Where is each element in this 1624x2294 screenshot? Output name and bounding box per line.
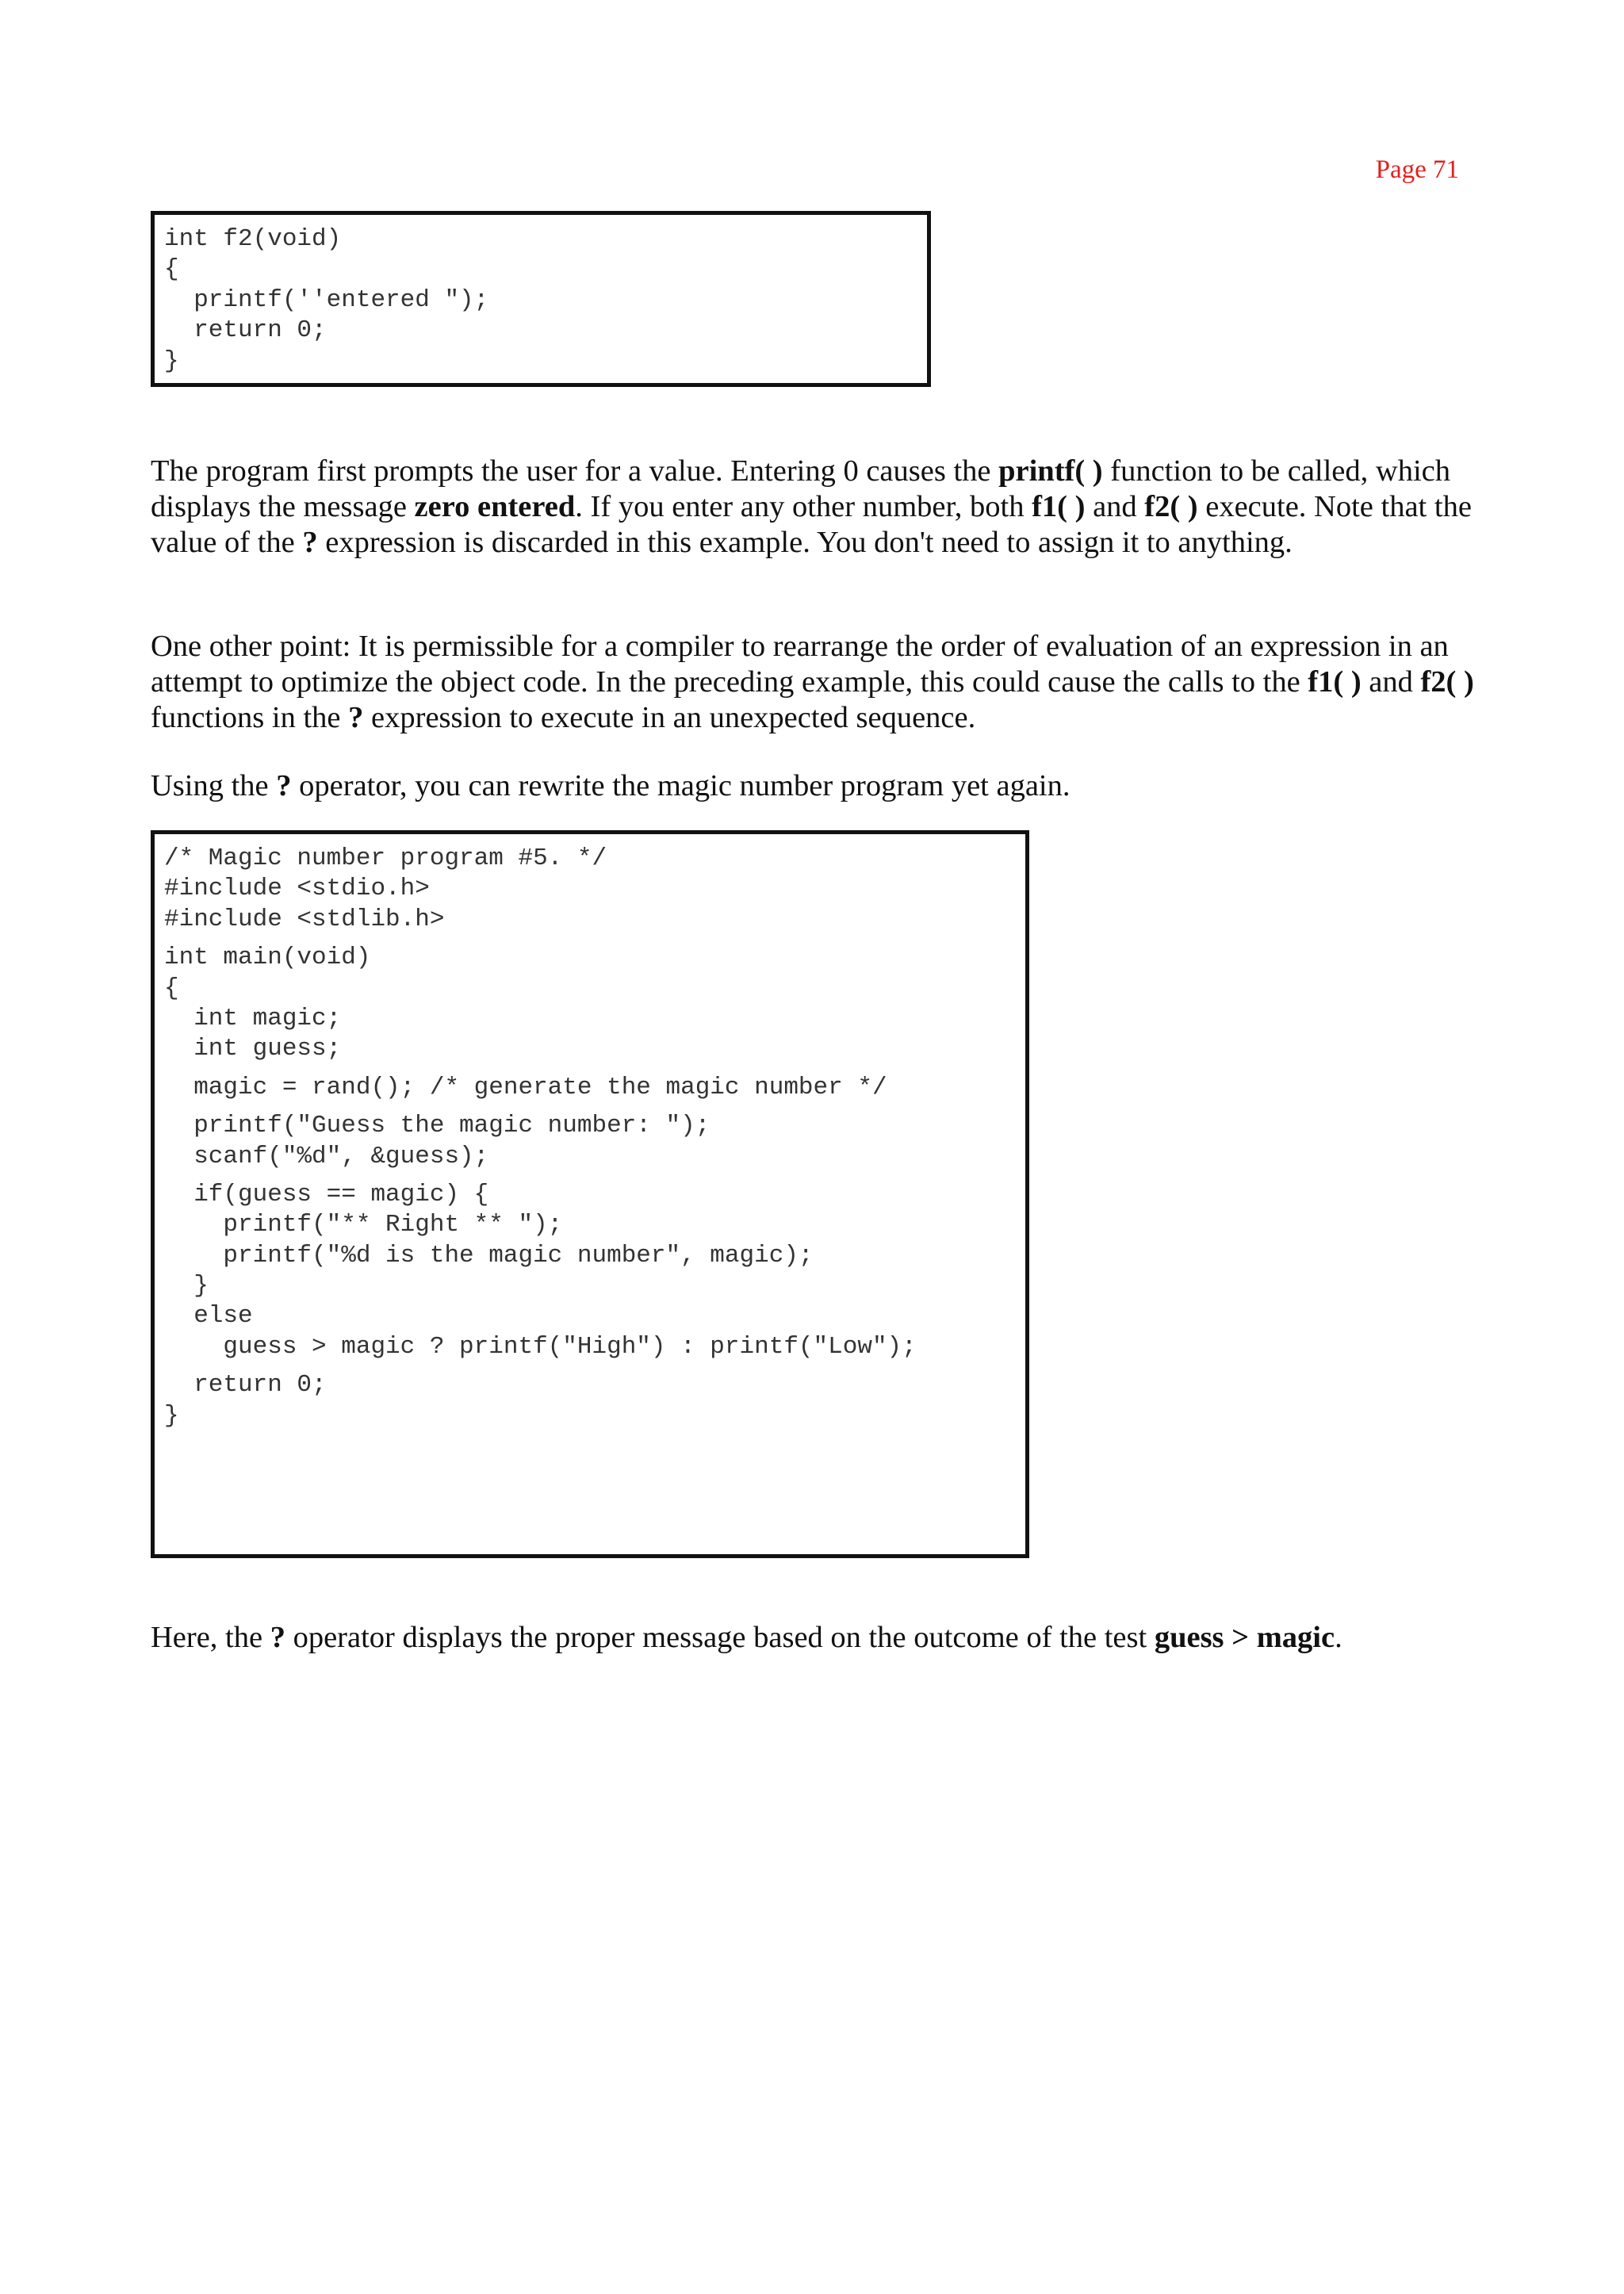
- code-line: printf("Guess the magic number: ");: [164, 1112, 710, 1140]
- paragraph-rewrite-intro: [151, 768, 1483, 804]
- code-line: [164, 1065, 1016, 1073]
- text: operator displays the proper message based on the outcome of the test: [285, 1621, 1155, 1654]
- code-block-f2: [151, 211, 931, 387]
- bold-term: printf( ): [998, 454, 1103, 488]
- code-line: guess > magic ? printf("High") : printf("Low");: [164, 1332, 917, 1361]
- code-line: {: [164, 974, 179, 1002]
- text: execute. Note that the value of the: [151, 490, 1472, 559]
- text: expression is discarded in this example. You don't need to assign it to anything.: [317, 526, 1293, 559]
- text: . If you enter any other number, both: [575, 490, 1032, 523]
- code-line: return 0;: [164, 316, 327, 345]
- code-line: int f2(void): [164, 225, 342, 253]
- code-line: magic = rand(); /* generate the magic number */: [164, 1073, 887, 1101]
- text: operator, you can rewrite the magic number program yet again.: [291, 769, 1071, 802]
- text: Using the: [151, 769, 277, 802]
- code-line: }: [164, 347, 179, 375]
- code-line: else: [164, 1302, 253, 1331]
- text: The program first prompts the user for a value. Entering 0 causes the: [151, 454, 999, 488]
- code-line: printf("%d is the magic number", magic);: [164, 1241, 814, 1270]
- code-line: #include <stdlib.h>: [164, 905, 445, 933]
- bold-term: f1( ): [1308, 665, 1362, 699]
- code-line: #include <stdio.h>: [164, 875, 430, 903]
- code-line: [164, 1103, 1016, 1111]
- paragraph-program-prompts: [151, 454, 1483, 561]
- text: .: [1335, 1621, 1342, 1654]
- code-line: int main(void): [164, 944, 371, 972]
- text: and: [1361, 665, 1421, 699]
- bold-term: f1( ): [1032, 490, 1086, 523]
- bold-term: f2( ): [1144, 490, 1198, 523]
- code-line: printf(''entered ");: [164, 285, 489, 314]
- text: function to be called, which displays the message: [151, 454, 1450, 523]
- bold-term: zero entered: [414, 490, 576, 523]
- bold-term: ?: [270, 1621, 285, 1654]
- text: Here, the: [151, 1621, 270, 1654]
- code-line: printf("** Right ** ");: [164, 1211, 563, 1239]
- paragraph-evaluation-order: [151, 629, 1483, 736]
- code-line: /* Magic number program #5. */: [164, 844, 607, 872]
- code-line: if(guess == magic) {: [164, 1180, 489, 1208]
- page-number: Page 71: [1375, 155, 1459, 184]
- bold-term: guess > magic: [1154, 1621, 1335, 1654]
- text: functions in the: [151, 701, 349, 734]
- bold-term: ?: [348, 701, 364, 734]
- code-line: scanf("%d", &guess);: [164, 1142, 489, 1170]
- text: expression to execute in an unexpected sequence.: [363, 701, 976, 734]
- code-block-magic-number: [151, 830, 1029, 1558]
- code-line: int magic;: [164, 1004, 342, 1032]
- code-line: [164, 935, 1016, 943]
- bold-term: f2( ): [1420, 665, 1474, 699]
- bold-term: ?: [302, 526, 318, 559]
- code-line: {: [164, 255, 179, 284]
- bold-term: ?: [276, 769, 292, 802]
- text: and: [1085, 490, 1145, 523]
- code-line: }: [164, 1272, 209, 1300]
- code-line: return 0;: [164, 1371, 327, 1400]
- code-line: [164, 1362, 1016, 1370]
- code-line: int guess;: [164, 1035, 342, 1063]
- text: One other point: It is permissible for a compiler to rearrange the order of evaluation of an expression in an attempt to optimize the object code. In the preceding example, this could cause the calls to the: [151, 630, 1449, 699]
- code-line: }: [164, 1401, 179, 1430]
- code-line: [164, 1172, 1016, 1180]
- paragraph-operator-explanation: [151, 1620, 1483, 1656]
